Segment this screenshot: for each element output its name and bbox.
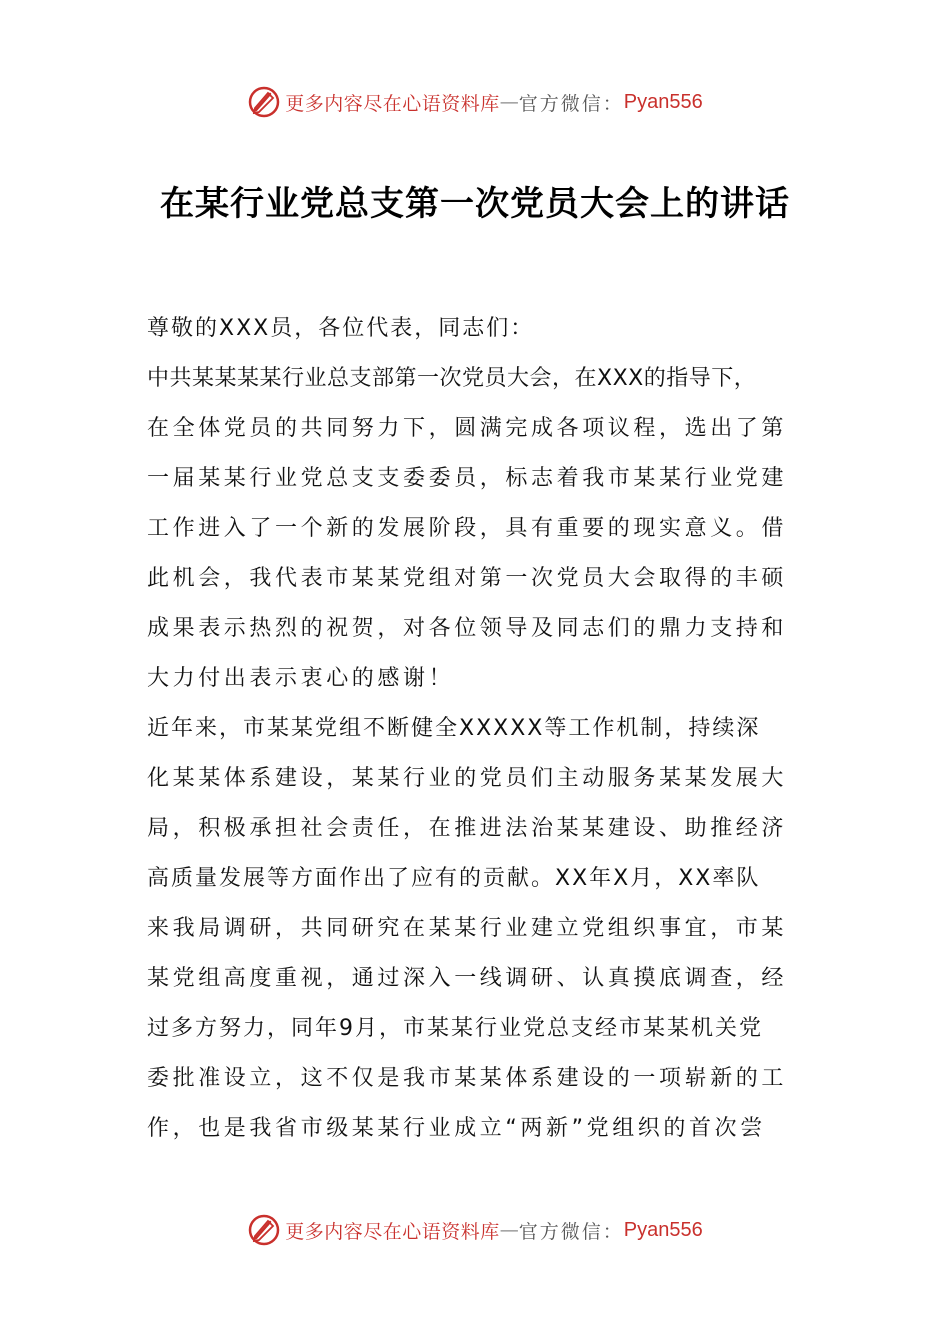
body-line: 大力付出表示衷心的感谢！ xyxy=(147,666,455,691)
watermark-dash: — xyxy=(499,91,519,113)
body-line: 过多方努力，同年9月，市某某行业党总支经市某某机关党 xyxy=(147,1016,763,1041)
watermark-wechat-id: Pyan556 xyxy=(623,1218,703,1241)
body-line: 近年来，市某某党组不断健全XXXXX等工作机制，持续深 xyxy=(147,716,761,741)
watermark-wechat-label: 官方微信： xyxy=(518,1220,624,1243)
body-line: 作，也是我省市级某某行业成立“两新”党组织的首次尝 xyxy=(147,1116,766,1141)
body-line: 高质量发展等方面作出了应有的贡献。XX年X月，XX率队 xyxy=(147,866,761,891)
body-line: 工作进入了一个新的发展阶段，具有重要的现实意义。借 xyxy=(147,516,788,541)
body-line: 局，积极承担社会责任，在推进法治某某建设、助推经济 xyxy=(147,816,788,841)
watermark-banner-top xyxy=(0,82,950,122)
pen-logo-icon xyxy=(247,85,281,119)
body-line: 尊敬的XXX员，各位代表，同志们： xyxy=(147,316,535,341)
body-line: 中共某某某某行业总支部第一次党员大会，在XXX的指导下， xyxy=(147,366,757,391)
pen-logo-icon xyxy=(247,1213,281,1247)
document-title: 在某行业党总支第一次党员大会上的讲话 xyxy=(160,184,790,224)
body-line: 委批准设立，这不仅是我市某某体系建设的一项崭新的工 xyxy=(147,1066,788,1091)
document-body xyxy=(147,304,847,1154)
watermark-site-text: 更多内容尽在心语资料库 xyxy=(285,1220,500,1243)
watermark-dash: — xyxy=(499,1219,519,1241)
watermark-site-text: 更多内容尽在心语资料库 xyxy=(285,92,500,115)
watermark-wechat-label: 官方微信： xyxy=(518,92,624,115)
body-line: 某党组高度重视，通过深入一线调研、认真摸底调查，经 xyxy=(147,966,788,991)
body-line: 一届某某行业党总支支委委员，标志着我市某某行业党建 xyxy=(147,466,788,491)
watermark-wechat-id: Pyan556 xyxy=(623,90,703,113)
body-line: 化某某体系建设，某某行业的党员们主动服务某某发展大 xyxy=(147,766,788,791)
body-line: 来我局调研，共同研究在某某行业建立党组织事宜，市某 xyxy=(147,916,788,941)
body-line: 成果表示热烈的祝贺，对各位领导及同志们的鼎力支持和 xyxy=(147,616,788,641)
body-line: 此机会，我代表市某某党组对第一次党员大会取得的丰硕 xyxy=(147,566,788,591)
body-line: 在全体党员的共同努力下，圆满完成各项议程，选出了第 xyxy=(147,416,788,441)
watermark-banner-bottom xyxy=(0,1210,950,1250)
